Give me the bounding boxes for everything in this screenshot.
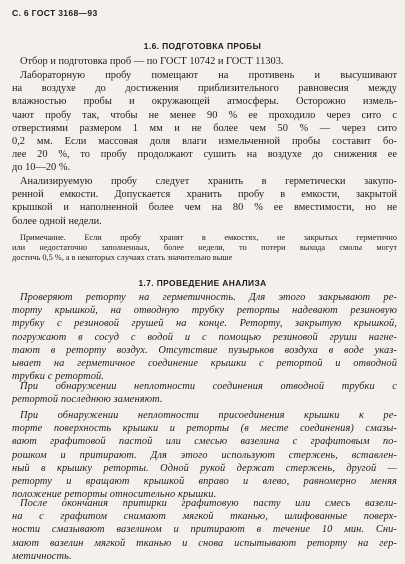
text-line: После окончания притирки графитовую пасту или смесь вазели- [20, 498, 397, 509]
paragraph-cleanup [12, 497, 397, 563]
paragraph-tube-replacement [12, 380, 397, 406]
paragraph-sampling [12, 55, 397, 68]
text-line: ренной емкости. Допускается хранить пробу в емкости, закрытой [12, 189, 397, 201]
text-line: ывает на герметичное соединение крышки с ретортой и отводной [12, 357, 397, 369]
text-line: реторту и вращают крышкой вправо и влево, равномерно меняя [12, 475, 397, 487]
text-line: погружают в сосуд с водой и с помощью резиновой груши нагне- [12, 331, 397, 343]
section-heading-1-6: 1.6. ПОДГОТОВКА ПРОБЫ [143, 41, 262, 51]
text-line: ретортой последнюю заменяют. [12, 394, 163, 406]
paragraph-drying [12, 69, 397, 175]
text-line: Анализируемую пробу следует хранить в герметически закупо- [20, 176, 397, 187]
text-line: рошком и притирают. Для этого используют стержень, вставлен- [12, 449, 397, 461]
text-line: Проверяют реторту на герметичность. Для этого закрывают ре- [20, 292, 397, 303]
text-line: мают вазелин мягкой тканью и снова испытывают реторту на гер- [12, 537, 397, 549]
paragraph-storage [12, 175, 397, 228]
section-heading-1-7: 1.7. ПРОВЕДЕНИЕ АНАЛИЗА [138, 278, 267, 288]
text-line: более одной недели. [12, 215, 102, 227]
text-line: на воздухе до достижения приблизительного равновесия между [12, 83, 397, 95]
text-line: При обнаружении неплотности присоединения крышки к ре- [20, 410, 397, 421]
text-line: крышкой и наполненной более чем на 80 % ее вместимости, но не [12, 202, 397, 214]
text-line: ности смазывают вазелином и притирают в течение 10 мин. Сни- [12, 524, 397, 536]
note-line: достичь 0,5 %, а в некоторых случаях стать значительно выше [12, 253, 233, 262]
text-line: 0,2 мм. Если массовая доля влаги измельченной пробы составит бо- [12, 135, 397, 147]
text-line: Отбор и подготовка проб — по ГОСТ 10742 и ГОСТ 11303. [20, 56, 284, 67]
text-line: ный в крышку реторты. Одной рукой держат стержень, другой — [12, 462, 397, 474]
text-line: трубку с резиновой грушей на конце. Реторту, закрытую крышкой, [12, 318, 397, 330]
text-line: до 10—20 %. [12, 162, 71, 174]
note-line: Примечание. Если пробу хранят в емкостях, не закрытых герметично [20, 233, 397, 242]
note-block [12, 233, 397, 263]
text-line: метичность. [12, 550, 72, 562]
text-line: отверстиями размером 1 мм и не более чем 50 % — через сито [12, 122, 397, 134]
text-line: трубки с ретортой. [12, 371, 104, 383]
text-line: вают графитовой пастой или смесью вазелина с графитовым по- [12, 436, 397, 448]
text-line: Лабораторную пробу помещают на противень и высушивают [20, 70, 397, 81]
text-line: тают в реторту воздух. Отсутствие пузырьков воздуха в воде указ- [12, 344, 397, 356]
paragraph-lid-lapping [12, 409, 397, 501]
text-line: чают пробу так, чтобы не менее 90 % ее проходило через сито с [12, 109, 397, 121]
text-line: торту крышкой, на отводную трубку реторты надевают резиновую [12, 305, 397, 317]
text-line: влажностью пробы и окружающей атмосферы. Осторожно измель- [12, 96, 397, 108]
text-line: торте поверхность крышки и реторты (в месте соединения) смазы- [12, 423, 397, 435]
text-line: положение реторты относительно крышки. [12, 489, 217, 501]
running-head: С. 6 ГОСТ 3168—93 [12, 8, 98, 18]
text-line: на с графитом снимают мягкой тканью, шлифованные поверх- [12, 511, 397, 523]
text-line: лее 20 %, то пробу продолжают сушить на воздухе до снижения ее [12, 149, 397, 161]
paragraph-leak-test [12, 291, 397, 383]
note-line: или недостаточно заполненных, более недели, то потери выхода смолы могут [12, 243, 397, 252]
text-line: При обнаружении неплотности соединения отводной трубки с [20, 381, 397, 392]
